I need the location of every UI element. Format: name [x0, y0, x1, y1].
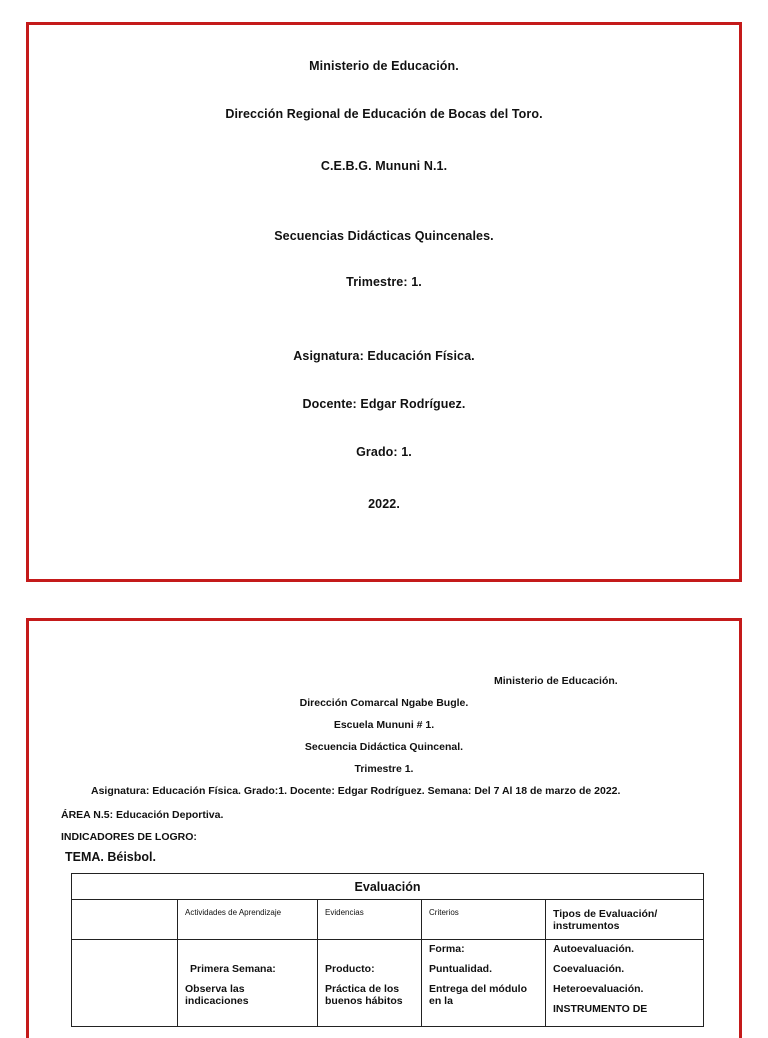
seq-direction: Dirección Comarcal Ngabe Bugle. — [299, 697, 469, 709]
header-types: Tipos de Evaluación/ instrumentos — [546, 900, 704, 940]
table-row — [72, 940, 704, 1027]
seq-trimester: Trimestre 1. — [354, 763, 414, 775]
criteria-form: Forma: — [429, 943, 465, 955]
header-criteria: Criterios — [422, 900, 546, 940]
types-cell — [546, 940, 704, 1027]
criteria-delivery: Entrega del módulo en la — [429, 983, 528, 1007]
seq-ministry: Ministerio de Educación. — [494, 675, 618, 687]
cover-ministry: Ministerio de Educación. — [309, 59, 459, 73]
activities-cell — [178, 940, 318, 1027]
seq-area: ÁREA N.5: Educación Deportiva. — [61, 809, 224, 821]
evaluation-table — [71, 873, 704, 1027]
cover-year: 2022. — [368, 497, 400, 511]
sequence-page — [26, 618, 742, 1038]
cover-grade: Grado: 1. — [356, 445, 412, 459]
seq-doc-type: Secuencia Didáctica Quincenal. — [304, 741, 464, 753]
activities-text: Observa las indicaciones — [185, 983, 249, 1007]
cover-teacher: Docente: Edgar Rodríguez. — [302, 397, 466, 411]
cover-doc-type: Secuencias Didácticas Quincenales. — [274, 229, 494, 243]
cover-trimester: Trimestre: 1. — [346, 275, 422, 289]
type-instrument: INSTRUMENTO DE — [553, 1003, 648, 1015]
header-evidence: Evidencias — [318, 900, 422, 940]
cover-subject: Asignatura: Educación Física. — [293, 349, 475, 363]
evidence-cell — [318, 940, 422, 1027]
evidence-text: Práctica de los buenos hábitos — [325, 983, 403, 1007]
evidence-product: Producto: — [325, 963, 375, 975]
type-hetero: Heteroevaluación. — [553, 983, 644, 995]
activities-week: Primera Semana: — [190, 963, 276, 975]
row-blank-cell — [72, 940, 178, 1027]
seq-indicators: INDICADORES DE LOGRO: — [61, 831, 197, 843]
cover-school: C.E.B.G. Mununi N.1. — [320, 159, 448, 173]
header-blank — [72, 900, 178, 940]
type-peer: Coevaluación. — [553, 963, 625, 975]
header-activities: Actividades de Aprendizaje — [178, 900, 318, 940]
cover-page — [26, 22, 742, 582]
seq-school: Escuela Mununi # 1. — [333, 719, 435, 731]
criteria-punctuality: Puntualidad. — [429, 963, 492, 975]
type-self: Autoevaluación. — [553, 943, 635, 955]
cover-regional-direction: Dirección Regional de Educación de Bocas del Toro. — [225, 107, 543, 121]
criteria-cell — [422, 940, 546, 1027]
seq-subject-line: Asignatura: Educación Física. Grado:1. Docente: Edgar Rodríguez. Semana: Del 7 Al 18 de marzo de 2022. — [91, 785, 621, 797]
evaluation-title: Evaluación — [72, 874, 704, 900]
seq-topic: TEMA. Béisbol. — [65, 850, 156, 864]
